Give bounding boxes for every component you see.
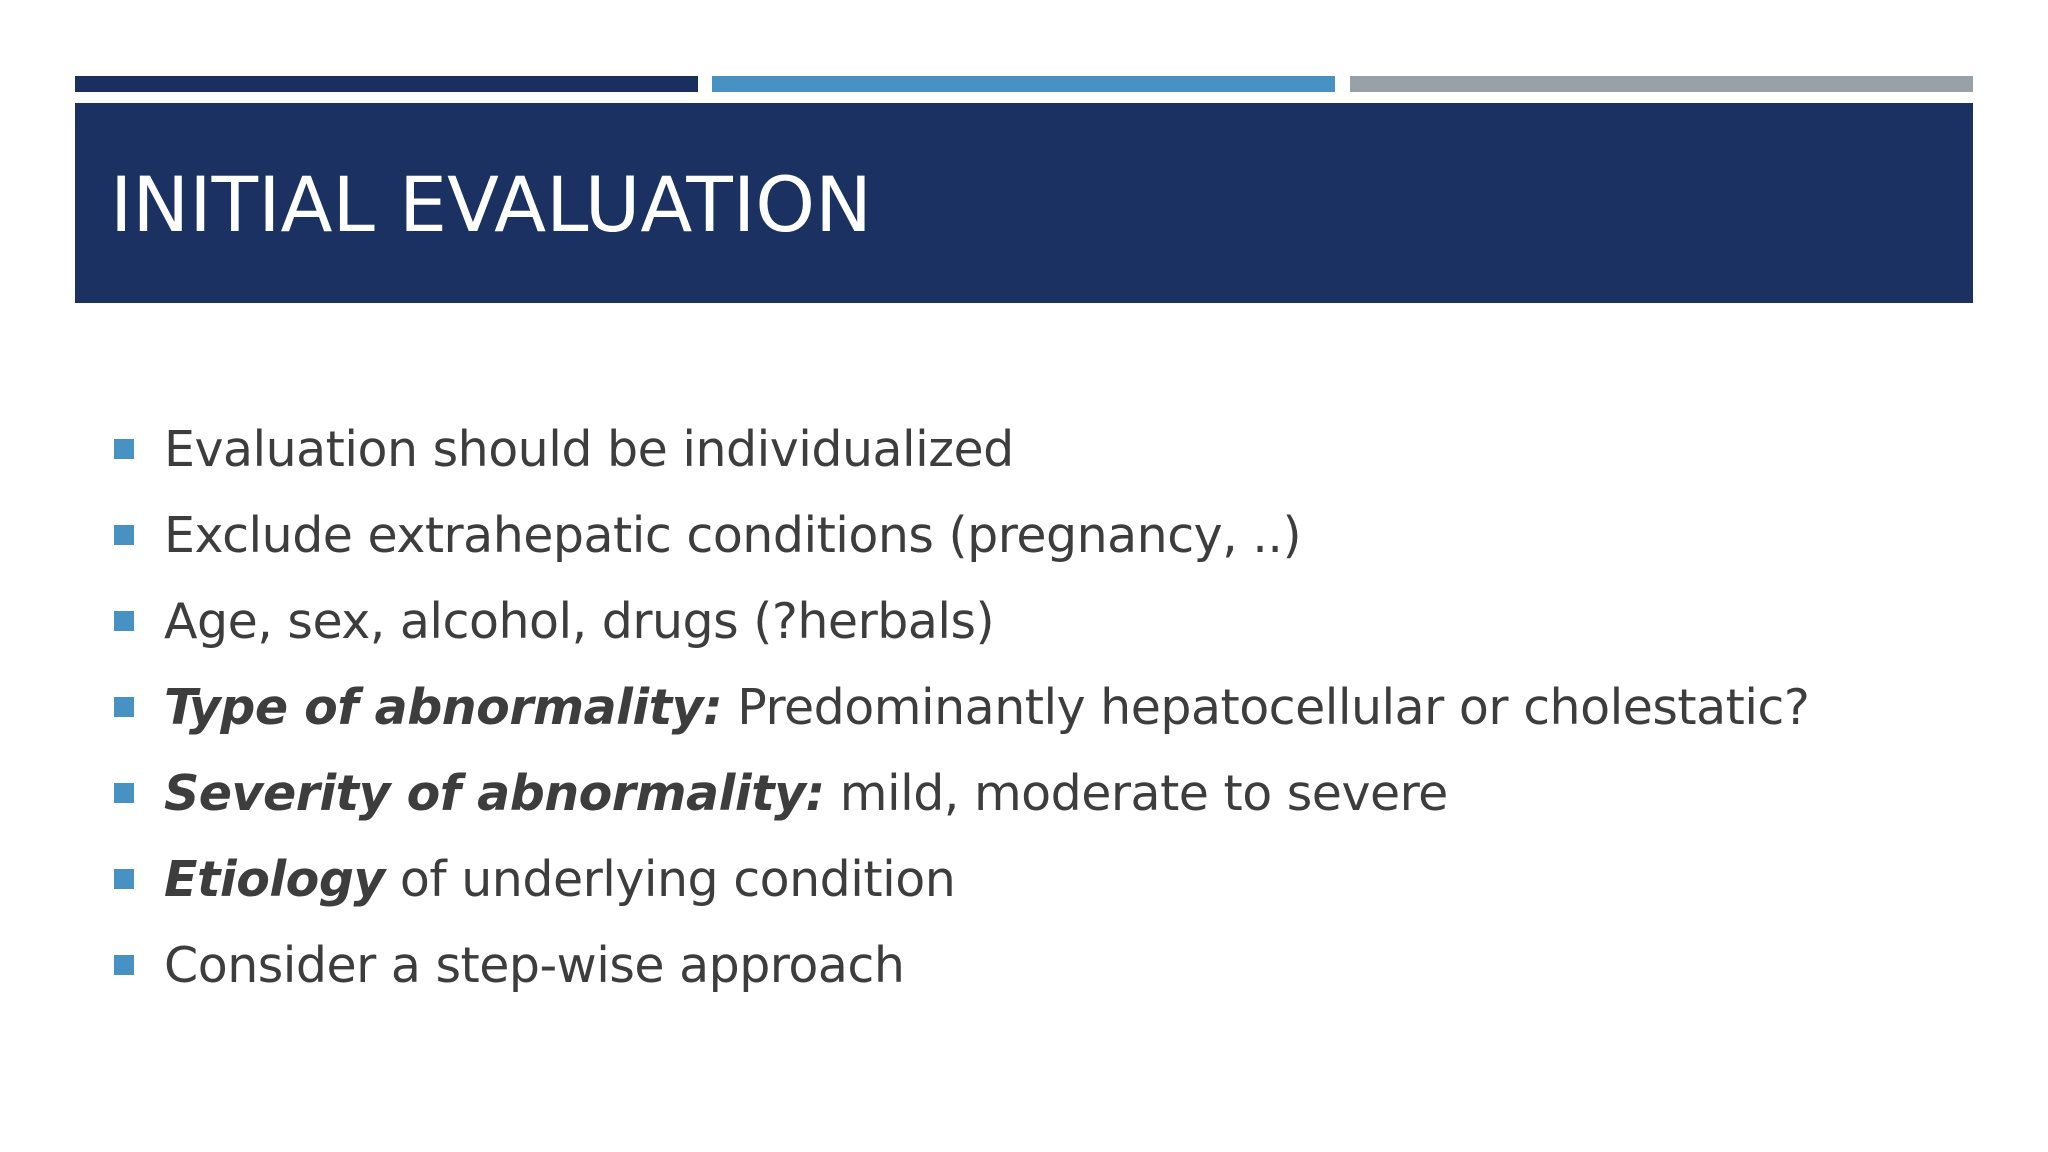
square-bullet-icon xyxy=(114,869,134,889)
slide-title: INITIAL EVALUATION xyxy=(110,160,872,249)
accent-bar-gray xyxy=(1350,76,1973,92)
list-item xyxy=(114,664,1974,750)
bullet-emphasis: Severity of abnormality: xyxy=(164,764,825,822)
square-bullet-icon xyxy=(114,955,134,975)
bullet-emphasis: Type of abnormality: xyxy=(164,678,723,736)
bullet-body: mild, moderate to severe xyxy=(824,764,1448,822)
square-bullet-icon xyxy=(114,611,134,631)
bullet-body: Consider a step-wise approach xyxy=(164,936,905,994)
bullet-text xyxy=(164,851,955,908)
bullet-text xyxy=(164,593,994,650)
accent-bar-blue xyxy=(712,76,1335,92)
bullet-body: Age, sex, alcohol, drugs (?herbals) xyxy=(164,592,995,650)
list-item xyxy=(114,406,1974,492)
bullet-body: of underlying condition xyxy=(384,850,956,908)
bullet-text xyxy=(164,765,1448,822)
bullet-list xyxy=(114,406,1974,1008)
list-item xyxy=(114,922,1974,1008)
list-item xyxy=(114,836,1974,922)
list-item xyxy=(114,578,1974,664)
accent-bar-dark xyxy=(75,76,698,92)
bullet-text xyxy=(164,507,1301,564)
square-bullet-icon xyxy=(114,697,134,717)
bullet-body: Evaluation should be individualized xyxy=(164,420,1014,478)
square-bullet-icon xyxy=(114,439,134,459)
bullet-emphasis: Etiology xyxy=(164,850,385,908)
bullet-text xyxy=(164,679,1809,736)
list-item xyxy=(114,750,1974,836)
bullet-text xyxy=(164,937,904,994)
bullet-body: Exclude extrahepatic conditions (pregnancy, ..) xyxy=(164,506,1302,564)
square-bullet-icon xyxy=(114,783,134,803)
square-bullet-icon xyxy=(114,525,134,545)
list-item xyxy=(114,492,1974,578)
bullet-text xyxy=(164,421,1014,478)
bullet-body: Predominantly hepatocellular or cholestatic? xyxy=(722,678,1810,736)
